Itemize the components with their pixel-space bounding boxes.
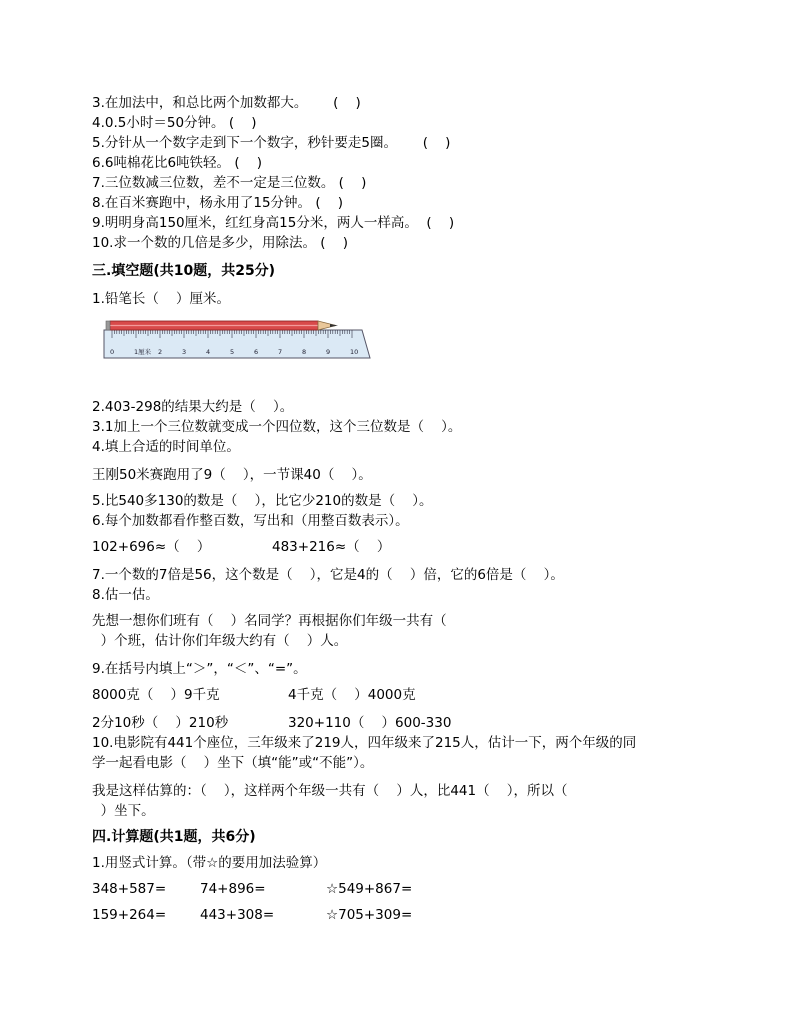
tf-item-7: 7.三位数减三位数，差不一定是三位数。 ( ) bbox=[92, 175, 367, 191]
fill-q6-a: 102+696≈（ ） bbox=[92, 539, 211, 555]
fill-q10-line3: 我是这样估算的：（ ），这样两个年级一共有（ ）人，比441（ ），所以（ bbox=[92, 783, 568, 799]
ruler-tick-label: 7 bbox=[278, 348, 283, 356]
ruler-tick-label: 10 bbox=[350, 348, 359, 356]
tf-item-5: 5.分针从一个数字走到下一个数字，秒针要走5圈。 ( ) bbox=[92, 135, 451, 151]
fill-q9-b: 4千克（ ）4000克 bbox=[288, 687, 416, 703]
tf-item-6: 6.6吨棉花比6吨铁轻。 ( ) bbox=[92, 155, 263, 171]
tf-item-10: 10.求一个数的几倍是多少，用除法。 ( ) bbox=[92, 235, 348, 251]
calc-expr-6: ☆705+309= bbox=[326, 907, 413, 923]
calc-expr-4: 159+264= bbox=[92, 907, 167, 923]
ruler-tick-label: 5 bbox=[230, 348, 235, 356]
calc-q1: 1.用竖式计算。（带☆的要用加法验算） bbox=[92, 855, 327, 871]
ruler-tick-label: 9 bbox=[326, 348, 331, 356]
tf-item-8: 8.在百米赛跑中，杨永用了15分钟。 ( ) bbox=[92, 195, 344, 211]
ruler-tick-label: 3 bbox=[182, 348, 187, 356]
ruler-pencil-image bbox=[100, 318, 372, 362]
fill-q2: 2.403-298的结果大约是（ ）。 bbox=[92, 399, 294, 415]
section4-heading: 四.计算题(共1题，共6分) bbox=[92, 829, 256, 845]
tf-item-9: 9.明明身高150厘米，红红身高15分米，两人一样高。 ( ) bbox=[92, 215, 455, 231]
fill-q8: 8.估一估。 bbox=[92, 587, 159, 603]
fill-q10-line4: ）坐下。 bbox=[92, 803, 155, 819]
calc-expr-2: 74+896= bbox=[200, 881, 266, 897]
fill-q9-a: 8000克（ ）9千克 bbox=[92, 687, 220, 703]
fill-q6-b: 483+216≈（ ） bbox=[272, 539, 391, 555]
ruler-tick-label: 2 bbox=[158, 348, 163, 356]
fill-q9-d: 320+110（ ）600-330 bbox=[288, 715, 452, 731]
fill-q5: 5.比540多130的数是（ ），比它少210的数是（ ）。 bbox=[92, 493, 433, 509]
ruler-tick-label: 0 bbox=[110, 348, 115, 356]
fill-q10-line2: 学一起看电影（ ）坐下（填“能”或“不能”）。 bbox=[92, 755, 374, 771]
fill-q9-c: 2分10秒（ ）210秒 bbox=[92, 715, 229, 731]
fill-q8-sub2: ）个班，估计你们年级大约有（ ）人。 bbox=[92, 633, 348, 649]
fill-q3: 3.1加上一个三位数就变成一个四位数，这个三位数是（ ）。 bbox=[92, 419, 462, 435]
calc-expr-3: ☆549+867= bbox=[326, 881, 413, 897]
fill-q4-sub: 王刚50米赛跑用了9（ ），一节课40（ ）。 bbox=[92, 467, 372, 483]
ruler-tick-label: 6 bbox=[254, 348, 259, 356]
calc-expr-5: 443+308= bbox=[200, 907, 275, 923]
tf-item-3: 3.在加法中，和总比两个加数都大。 ( ) bbox=[92, 95, 361, 111]
ruler-tick-label: 8 bbox=[302, 348, 307, 356]
ruler-tick-label: 4 bbox=[206, 348, 211, 356]
fill-q6: 6.每个加数都看作整百数，写出和（用整百数表示）。 bbox=[92, 513, 409, 529]
ruler-tick-label: 1厘米 bbox=[134, 348, 152, 356]
fill-q1: 1.铅笔长（ ）厘米。 bbox=[92, 291, 231, 307]
fill-q7: 7.一个数的7倍是56，这个数是（ ），它是4的（ ）倍，它的6倍是（ ）。 bbox=[92, 567, 564, 583]
tf-item-4: 4.0.5小时＝50分钟。 ( ) bbox=[92, 115, 257, 131]
fill-q10-line1: 10.电影院有441个座位，三年级来了219人，四年级来了215人，估计一下，两个年级的同 bbox=[92, 735, 637, 751]
section3-heading: 三.填空题(共10题，共25分) bbox=[92, 263, 276, 279]
fill-q9: 9.在括号内填上“＞”，“＜”、“=”。 bbox=[92, 661, 307, 677]
pencil-icon bbox=[106, 321, 338, 330]
calc-expr-1: 348+587= bbox=[92, 881, 167, 897]
fill-q4: 4.填上合适的时间单位。 bbox=[92, 439, 240, 455]
fill-q8-sub1: 先想一想你们班有（ ）名同学？再根据你们年级一共有（ bbox=[92, 613, 447, 629]
